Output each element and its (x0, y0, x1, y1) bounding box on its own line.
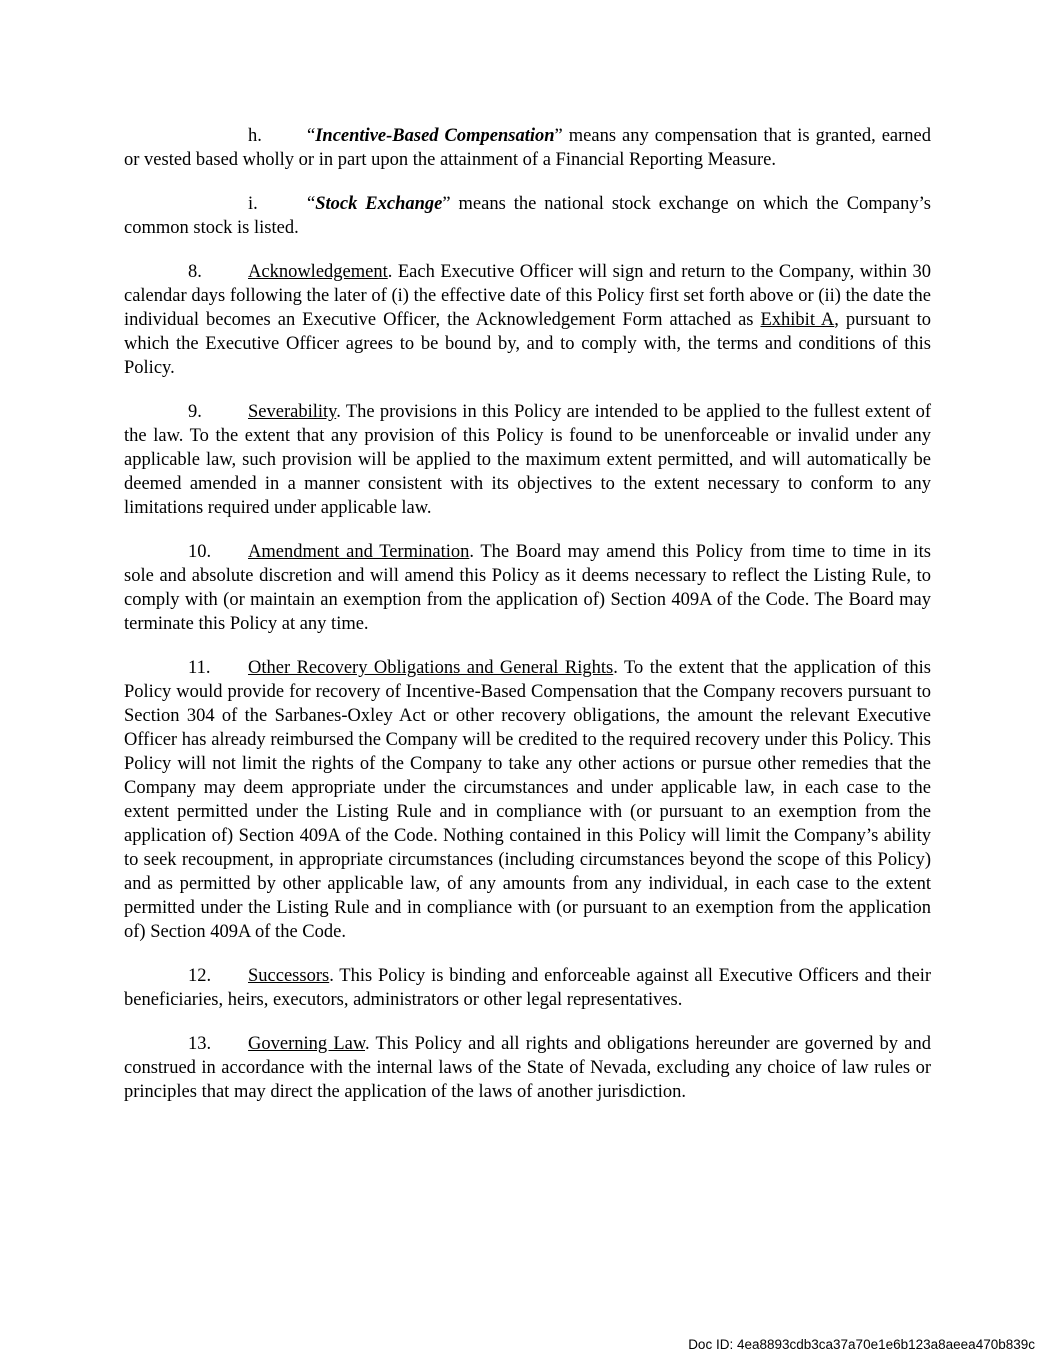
open-quote: “ (307, 194, 316, 214)
section-text: . The provisions in this Policy are intended to be applied to the fullest extent of the law. To the extent that any provision of this Policy is found to be unenforceable or invalid under any applicable law, such provision will be applied to the maximum extent permitted, and will automatically be deemed amended in a manner consistent with its objectives to the extent necessary to conform to any limitations required under applicable law. (124, 402, 931, 518)
exhibit-reference: Exhibit A (760, 310, 835, 330)
close-quote: ” (554, 126, 563, 146)
section-number: 10. (188, 542, 212, 562)
section-number: 9. (188, 402, 202, 422)
section-amendment-termination (124, 540, 931, 636)
close-quote: ” (442, 194, 451, 214)
section-governing-law (124, 1032, 931, 1104)
section-text: . To the extent that the application of this Policy would provide for recovery of Incentive-Based Compensation that the Company recovers pursuant to Section 304 of the Sarbanes-Oxley Act or other recovery obligations, the amount the relevant Executive Officer has already reimbursed the Company will be credited to the required recovery under this Policy. This Policy will not limit the rights of the Company to take any other actions or pursue other remedies that the Company may deem appropriate under the circumstances and under applicable law, in each case to the extent permitted under the Listing Rule and in compliance with (or pursuant to an exemption from the application of) Section 409A of the Code. Nothing contained in this Policy will limit the Company’s ability to seek recoupment, in appropriate circumstances (including circumstances beyond the scope of this Policy) and as permitted by other applicable law, of any amounts from any individual, in each case to the extent permitted under the Listing Rule and in compliance with (or pursuant to an exemption from the application of) Section 409A of the Code. (124, 658, 931, 942)
definition-number: i. (248, 194, 258, 214)
section-number: 11. (188, 658, 211, 678)
section-text: , pursuant to which the Executive Officer agrees to be bound by, and to comply with, the terms and conditions of this Policy. (124, 310, 932, 378)
section-text: . The Board may amend this Policy from time to time in its sole and absolute discretion and will amend this Policy as it deems necessary to reflect the Listing Rule, to comply with (or maintain an exemption from the application of) Section 409A of the Code. The Board may terminate this Policy at any time. (124, 542, 932, 634)
section-number: 8. (188, 262, 202, 282)
definition-text: means any compensation that is granted, earned or vested based wholly or in part upon the attainment of a Financial Reporting Measure. (124, 126, 932, 170)
doc-id-footer: Doc ID: 4ea8893cdb3ca37a70e1e6b123a8aeea470b839c (688, 1337, 1035, 1352)
section-heading: Acknowledgement (248, 262, 388, 282)
section-number: 12. (188, 966, 212, 986)
definition-number: h. (248, 126, 262, 146)
defined-term: Stock Exchange (315, 194, 443, 214)
definition-h (124, 124, 931, 172)
document-page (124, 124, 931, 1124)
section-heading: Amendment and Termination (248, 542, 470, 562)
section-number: 13. (188, 1034, 212, 1054)
section-other-recovery (124, 656, 931, 944)
defined-term: Incentive-Based Compensation (315, 126, 555, 146)
section-heading: Successors (248, 966, 330, 986)
section-severability (124, 400, 931, 520)
definition-i (124, 192, 931, 240)
section-acknowledgement (124, 260, 931, 380)
section-text: . This Policy and all rights and obligations hereunder are governed by and construed in accordance with the internal laws of the State of Nevada, excluding any choice of law rules or principles that may direct the application of the laws of another jurisdiction. (124, 1034, 931, 1102)
section-heading: Other Recovery Obligations and General Rights (248, 658, 614, 678)
section-text: . Each Executive Officer will sign and return to the Company, within 30 calendar days following the later of (i) the effective date of this Policy first set forth above or (ii) the date the individual becomes an Executive Officer, the Acknowledgement Form attached as (124, 262, 931, 330)
section-heading: Severability (248, 402, 337, 422)
section-heading: Governing Law (248, 1034, 366, 1054)
definition-text: means the national stock exchange on which the Company’s common stock is listed. (124, 194, 931, 238)
section-text: . This Policy is binding and enforceable against all Executive Officers and their beneficiaries, heirs, executors, administrators or other legal representatives. (124, 966, 931, 1010)
open-quote: “ (307, 126, 316, 146)
section-successors (124, 964, 931, 1012)
